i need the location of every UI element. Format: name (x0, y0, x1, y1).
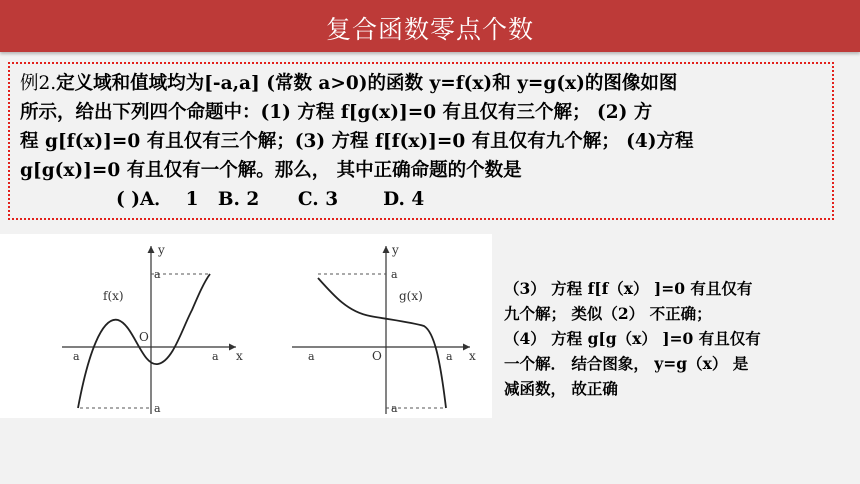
left-graph (62, 243, 243, 415)
problem-line-1 (20, 69, 822, 98)
problem-line-4: g[g(x)]=0 有且仅有一个解。那么， 其中正确命题的个数是 (20, 160, 522, 181)
g-label: g(x) (399, 289, 423, 303)
right-a-right: a (446, 350, 453, 363)
title-bar (0, 0, 860, 52)
right-x-label: x (469, 349, 476, 363)
right-a-top: a (391, 268, 398, 281)
answer-options: ( )A． 1 B. 2 C. 3 D. 4 (116, 189, 425, 210)
left-origin: O (139, 330, 149, 344)
solution-line-3: （4） 方程 g[g（x） ]=0 有且仅有 (504, 329, 761, 348)
left-x-label: x (236, 349, 243, 363)
solution-text (504, 276, 834, 401)
f-label: f(x) (103, 289, 124, 303)
slide-title: 复合函数零点个数 (325, 15, 534, 44)
solution-line-5: 减函数， 故正确 (504, 379, 618, 398)
problem-line-1-text: 定义域和值域均为[-a,a] (常数 a>0)的函数 y=f(x)和 y=g(x)的图像如图 (56, 73, 678, 94)
example-label: 例2. (20, 73, 57, 94)
function-graphs-figure (0, 234, 492, 418)
right-y-label: y (392, 243, 399, 257)
solution-line-1: （3） 方程 f[f（x） ]=0 有且仅有 (504, 279, 753, 298)
left-a-bottom: a (154, 402, 161, 415)
solution-line-2: 九个解； 类似（2） 不正确； (504, 304, 712, 323)
problem-line-2: 所示，给出下列四个命题中：(1) 方程 f[g(x)]=0 有且仅有三个解； (2) 方 (20, 102, 653, 123)
right-a-bottom: a (391, 402, 398, 415)
left-a-top: a (154, 268, 161, 281)
g-curve (318, 278, 446, 408)
problem-line-3: 程 g[f(x)]=0 有且仅有三个解；(3) 方程 f[f(x)]=0 有且仅有九个解； (4)方程 (20, 131, 694, 152)
graphs-svg (0, 234, 492, 418)
left-a-left: a (73, 350, 80, 363)
left-y-label: y (158, 243, 165, 257)
right-graph (292, 243, 476, 415)
right-a-left: a (308, 350, 315, 363)
solution-line-4: 一个解． 结合图象， y=g（x） 是 (504, 354, 749, 373)
left-a-right: a (212, 350, 219, 363)
problem-box (8, 62, 834, 220)
right-origin: O (372, 349, 382, 363)
